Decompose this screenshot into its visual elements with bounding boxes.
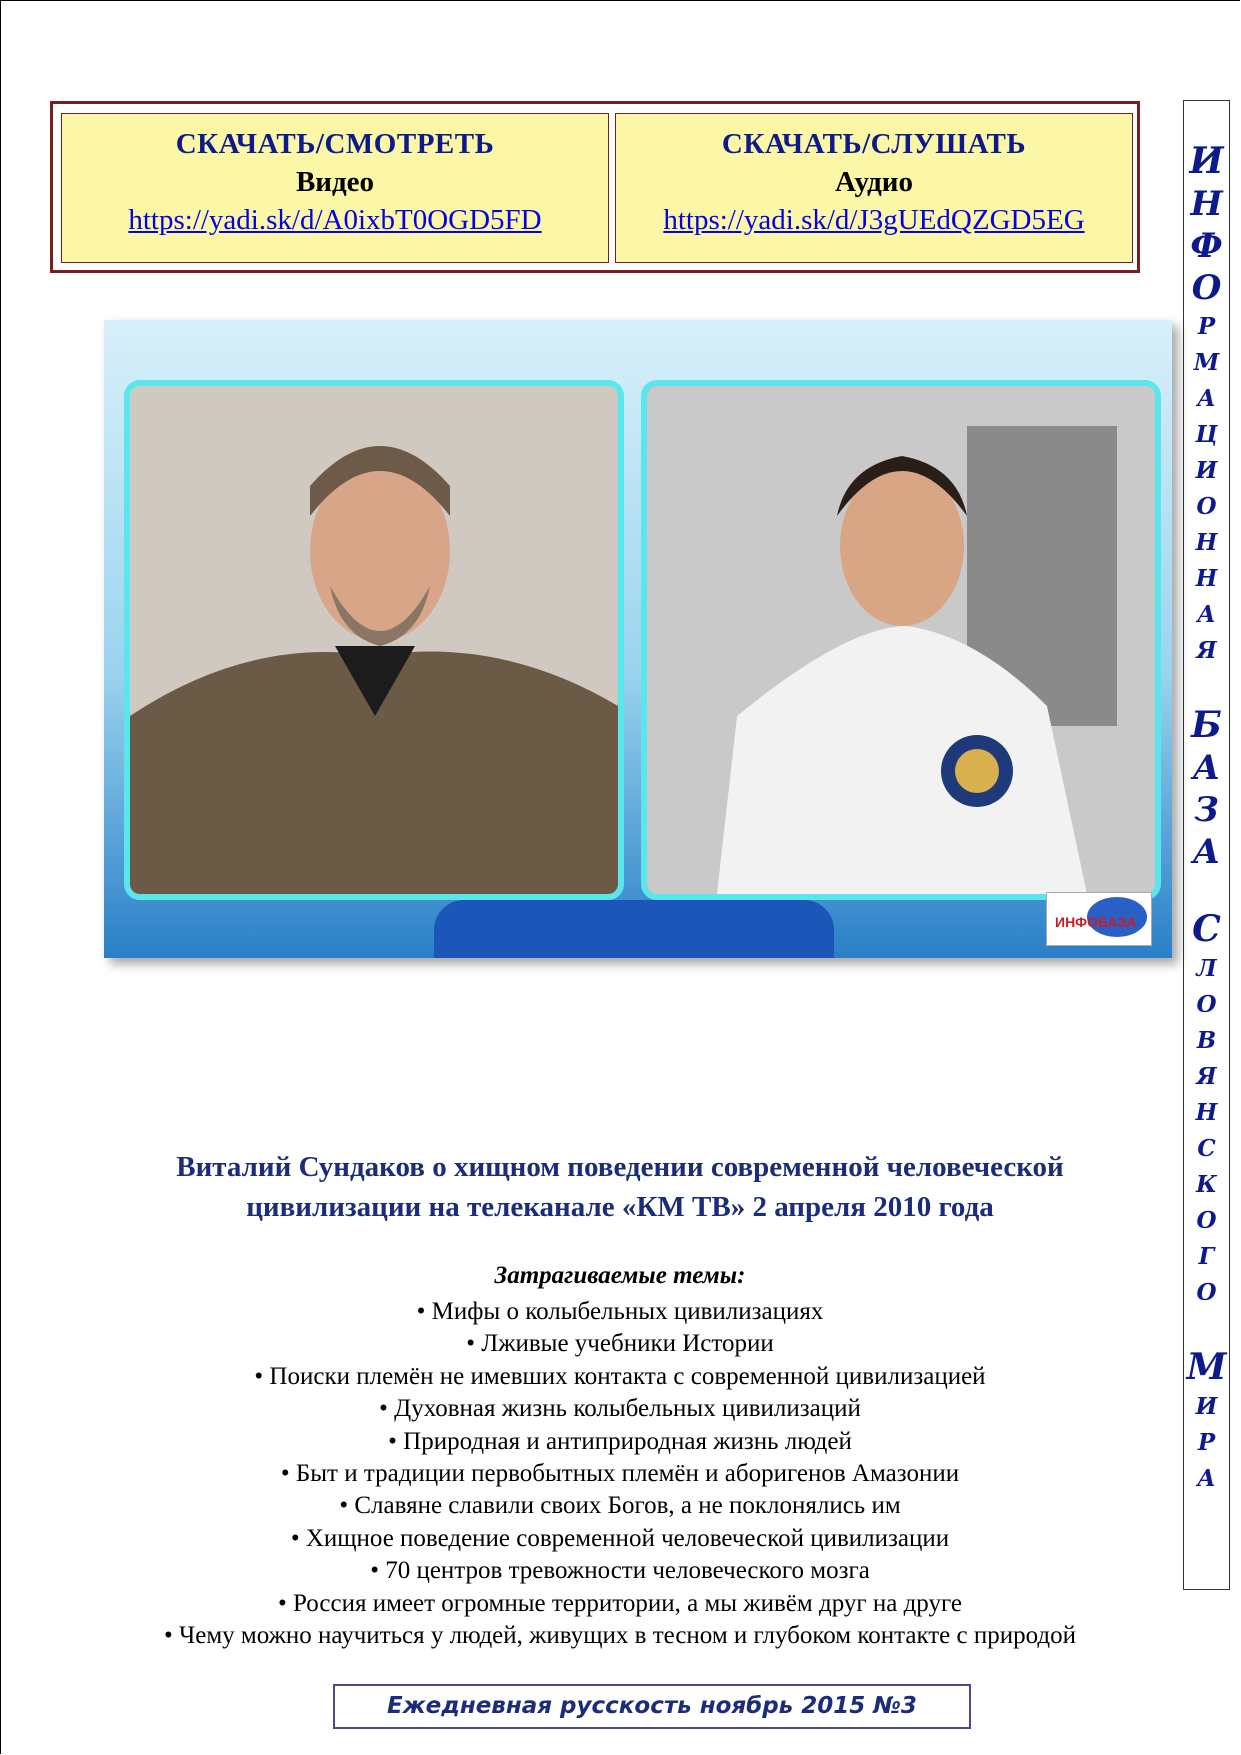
vertical-title-letter: О (1196, 1207, 1217, 1234)
vertical-title-word (1184, 139, 1229, 669)
vertical-title-letter: И (1195, 457, 1218, 484)
host-video-frame (641, 380, 1161, 900)
vertical-title-letter: А (1197, 601, 1216, 628)
vertical-title-letter: С (1192, 908, 1221, 950)
topic-item: • Мифы о колыбельных цивилизациях (416, 1298, 824, 1325)
vertical-title-letter: Ф (1190, 226, 1223, 266)
vertical-title-letter: Г (1198, 1243, 1215, 1270)
vertical-title-letter: Н (1195, 565, 1218, 592)
issue-footer: Ежедневная русскость ноябрь 2015 №3 (333, 1684, 971, 1729)
vertical-title-letter: В (1196, 1027, 1217, 1054)
vertical-title-letter: Р (1197, 1429, 1216, 1456)
vertical-site-title (1183, 100, 1230, 1590)
vertical-title-letter: Л (1196, 955, 1217, 982)
article-title-line2: цивилизации на телеканале «КМ ТВ» 2 апреля 2010 года (246, 1191, 994, 1223)
audio-download-link[interactable]: https://yadi.sk/d/J3gUEdQZGD5EG (663, 204, 1085, 236)
tv-studio-photo (104, 320, 1172, 958)
vertical-title-letter: М (1193, 349, 1220, 376)
vertical-title-letter: А (1192, 832, 1221, 872)
audio-download-header: СКАЧАТЬ/СЛУШАТЬ (721, 128, 1027, 160)
video-download-header: СКАЧАТЬ/СМОТРЕТЬ (175, 128, 495, 160)
vertical-title-letter: М (1186, 1346, 1227, 1388)
vertical-title-letter: О (1196, 493, 1217, 520)
download-links-box (50, 101, 1140, 273)
vertical-title-letters (1184, 139, 1229, 1531)
video-download-cell (61, 113, 609, 263)
infobaza-logo (1046, 892, 1152, 946)
guest-figure (130, 386, 618, 894)
vertical-title-letter: И (1195, 1393, 1218, 1420)
topic-item: • Славяне славили своих Богов, а не поклонялись им (339, 1492, 901, 1520)
vertical-title-letter: И (1189, 140, 1224, 182)
vertical-title-letter: Р (1197, 313, 1216, 340)
topic-item: • Быт и традиции первобытных племён и аборигенов Амазонии (280, 1460, 960, 1488)
audio-label: Аудио (834, 166, 914, 198)
svg-text:ИНФОБАЗА: ИНФОБАЗА (1055, 914, 1137, 930)
vertical-title-letter: О (1196, 1279, 1217, 1306)
vertical-title-letter: О (1196, 991, 1217, 1018)
vertical-title-letter: С (1197, 1135, 1216, 1162)
vertical-title-letter: О (1191, 268, 1222, 308)
topic-item: • 70 центров тревожности человеческого мозга (370, 1557, 870, 1585)
topic-item: • Россия имеет огромные территории, а мы живём друг на друге (277, 1589, 963, 1617)
article-title (60, 1147, 1180, 1227)
topic-item: • Чему можно научиться у людей, живущих в тесном и глубоком контакте с природой (163, 1622, 1077, 1650)
vertical-title-word (1184, 907, 1229, 1311)
vertical-title-letter: Н (1190, 184, 1223, 224)
video-download-link[interactable]: https://yadi.sk/d/A0ixbT0OGD5FD (128, 204, 542, 236)
vertical-title-letter: Б (1191, 704, 1222, 746)
topic-item: • Природная и антиприродная жизнь людей (388, 1427, 852, 1455)
topic-item: • Хищное поведение современной человеческой цивилизации (290, 1524, 950, 1552)
topic-item: • Поиски племён не имевших контакта с современной цивилизацией (254, 1362, 986, 1390)
vertical-title-letter: Я (1196, 1063, 1217, 1090)
host-figure (647, 386, 1155, 894)
guest-video-frame (124, 380, 624, 900)
video-label: Видео (295, 166, 375, 198)
audio-download-cell (615, 113, 1133, 263)
topic-item: • Духовная жизнь колыбельных цивилизаций (379, 1395, 861, 1423)
vertical-title-word (1184, 1345, 1229, 1497)
vertical-title-letter: Я (1196, 637, 1217, 664)
vertical-title-letter: Н (1195, 1099, 1218, 1126)
topics-list (60, 1296, 1180, 1652)
article-title-line1: Виталий Сундаков о хищном поведении современной человеческой (176, 1151, 1064, 1183)
vertical-title-letter: А (1192, 748, 1221, 788)
topic-item: • Лживые учебники Истории (466, 1330, 774, 1358)
vertical-title-letter: К (1196, 1171, 1217, 1198)
vertical-title-letter: Ц (1195, 421, 1218, 448)
vertical-title-word (1184, 703, 1229, 873)
studio-banner (434, 900, 834, 958)
vertical-title-letter: А (1197, 1465, 1216, 1492)
vertical-title-letter: А (1197, 385, 1216, 412)
topics-heading: Затрагиваемые темы: (494, 1262, 746, 1289)
vertical-title-letter: Н (1195, 529, 1218, 556)
vertical-title-letter: З (1194, 790, 1219, 830)
